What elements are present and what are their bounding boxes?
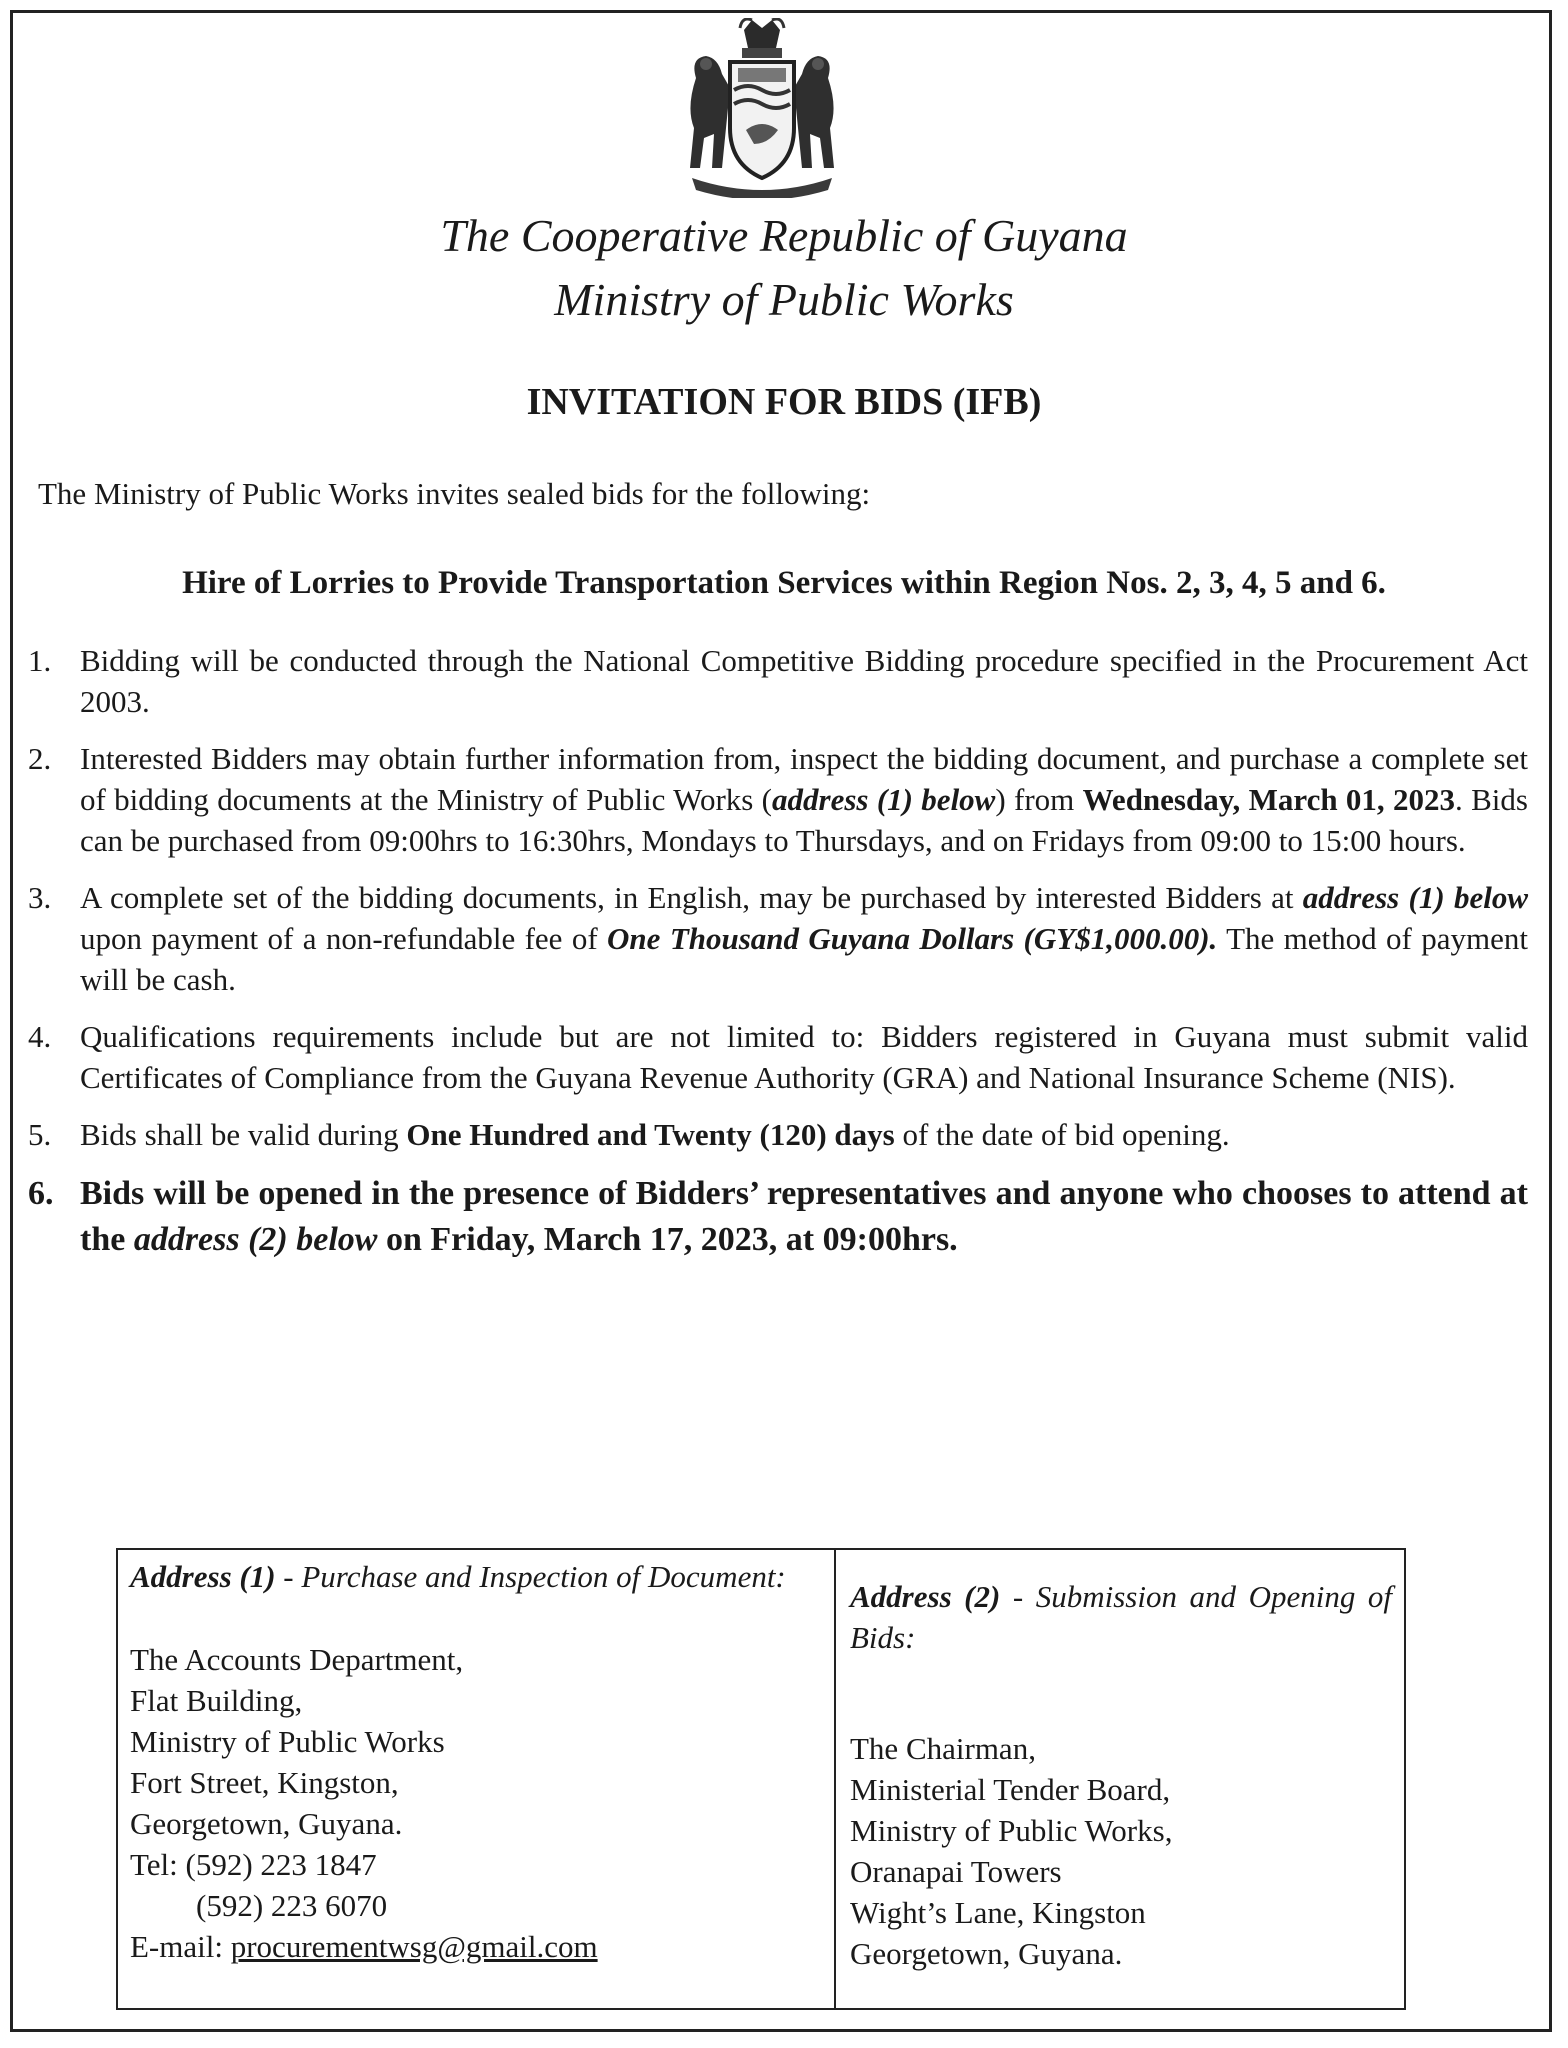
- address-purpose: - Purchase and Inspection of Document:: [275, 1559, 786, 1594]
- page-title: INVITATION FOR BIDS (IFB): [526, 381, 1042, 423]
- clause-text: Bids shall be valid during: [80, 1117, 407, 1152]
- clause-text: of the date of bid opening.: [894, 1117, 1230, 1152]
- address-label: Address (2): [850, 1579, 1001, 1614]
- clause-text: Bids will be opened in the presence of Bidders’ representatives and anyone who chooses to attend at the: [80, 1175, 1528, 1258]
- address-line: Georgetown, Guyana.: [850, 1936, 1123, 1971]
- address-reference: address (1) below: [1302, 880, 1528, 915]
- address-2-heading: [850, 1576, 1392, 1658]
- address-line: Ministerial Tender Board,: [850, 1772, 1171, 1807]
- address-2-cell: [836, 1550, 1404, 2008]
- clause-5: [28, 1114, 1528, 1155]
- bid-fee: One Thousand Guyana Dollars (GY$1,000.00).: [607, 921, 1218, 956]
- address-1-cell: [118, 1550, 836, 2008]
- email-link[interactable]: procurementwsg@gmail.com: [230, 1929, 598, 1964]
- clause-text: ) from: [995, 782, 1083, 817]
- address-reference: address (1) below: [772, 782, 996, 817]
- ministry-heading: Ministry of Public Works: [554, 274, 1014, 325]
- address-line: Ministry of Public Works: [130, 1724, 445, 1759]
- clause-number: 1.: [28, 643, 52, 678]
- clause-number: 6.: [28, 1175, 54, 1212]
- clause-text: upon payment of a non-refundable fee of: [80, 921, 608, 956]
- clause-text: on Friday, March 17, 2023, at 09:00hrs.: [377, 1221, 958, 1258]
- address-1-heading: [130, 1556, 822, 1597]
- address-line: The Accounts Department,: [130, 1642, 464, 1677]
- republic-heading: The Cooperative Republic of Guyana: [440, 210, 1128, 261]
- clause-number: 3.: [28, 880, 52, 915]
- clause-number: 5.: [28, 1117, 52, 1152]
- clause-4: [28, 1016, 1528, 1098]
- address-table: [116, 1548, 1406, 2010]
- address-reference: address (2) below: [133, 1221, 378, 1258]
- purchase-start-date: Wednesday, March 01, 2023: [1082, 782, 1456, 817]
- clause-number: 4.: [28, 1019, 52, 1054]
- email-label: E-mail:: [130, 1929, 231, 1964]
- clause-text: Qualifications requirements include but are not limited to: Bidders registered in Guyana must submit valid Certificates of Compliance from the Guyana Revenue Authority (GRA) and National Insurance Scheme (NIS).: [80, 1019, 1528, 1095]
- address-line: Wight’s Lane, Kingston: [850, 1895, 1146, 1930]
- clause-number: 2.: [28, 741, 52, 776]
- telephone-1: Tel: (592) 223 1847: [130, 1847, 377, 1882]
- clause-3: [28, 877, 1528, 1000]
- bid-validity: One Hundred and Twenty (120) days: [406, 1117, 895, 1152]
- telephone-2: (592) 223 6070: [196, 1888, 388, 1923]
- clauses-list: [28, 640, 1528, 1279]
- intro-text: The Ministry of Public Works invites sealed bids for the following:: [38, 476, 871, 511]
- address-line: The Chairman,: [850, 1731, 1036, 1766]
- coat-of-arms-icon: [682, 18, 842, 198]
- clause-text: A complete set of the bidding documents, in English, may be purchased by interested Bidders at: [80, 880, 1303, 915]
- address-line: Fort Street, Kingston,: [130, 1765, 399, 1800]
- clause-text: Bidding will be conducted through the National Competitive Bidding procedure specified in the Procurement Act 2003.: [80, 643, 1528, 719]
- clause-text: . Bids can be purchased from 09:00hrs to 16:30hrs, Mondays to Thursdays, and on Fridays from 09:00 to 15:00 hours.: [80, 782, 1528, 858]
- clause-text: Interested Bidders may obtain further information from, inspect the bidding document, and purchase a complete set of bidding documents at the Ministry of Public Works (: [80, 741, 1528, 817]
- address-line: Oranapai Towers: [850, 1854, 1062, 1889]
- clause-1: [28, 640, 1528, 722]
- clause-text: The method of payment will be cash.: [80, 921, 1529, 997]
- address-purpose: - Submission and Opening of Bids:: [850, 1579, 1392, 1655]
- address-line: Flat Building,: [130, 1683, 303, 1718]
- clause-6: [28, 1171, 1528, 1263]
- address-line: Georgetown, Guyana.: [130, 1806, 403, 1841]
- address-label: Address (1): [130, 1559, 276, 1594]
- clause-2: [28, 738, 1528, 861]
- address-line: Ministry of Public Works,: [850, 1813, 1173, 1848]
- bid-subject: Hire of Lorries to Provide Transportation Services within Region Nos. 2, 3, 4, 5 and 6.: [182, 565, 1386, 601]
- email-line: [130, 1926, 822, 1967]
